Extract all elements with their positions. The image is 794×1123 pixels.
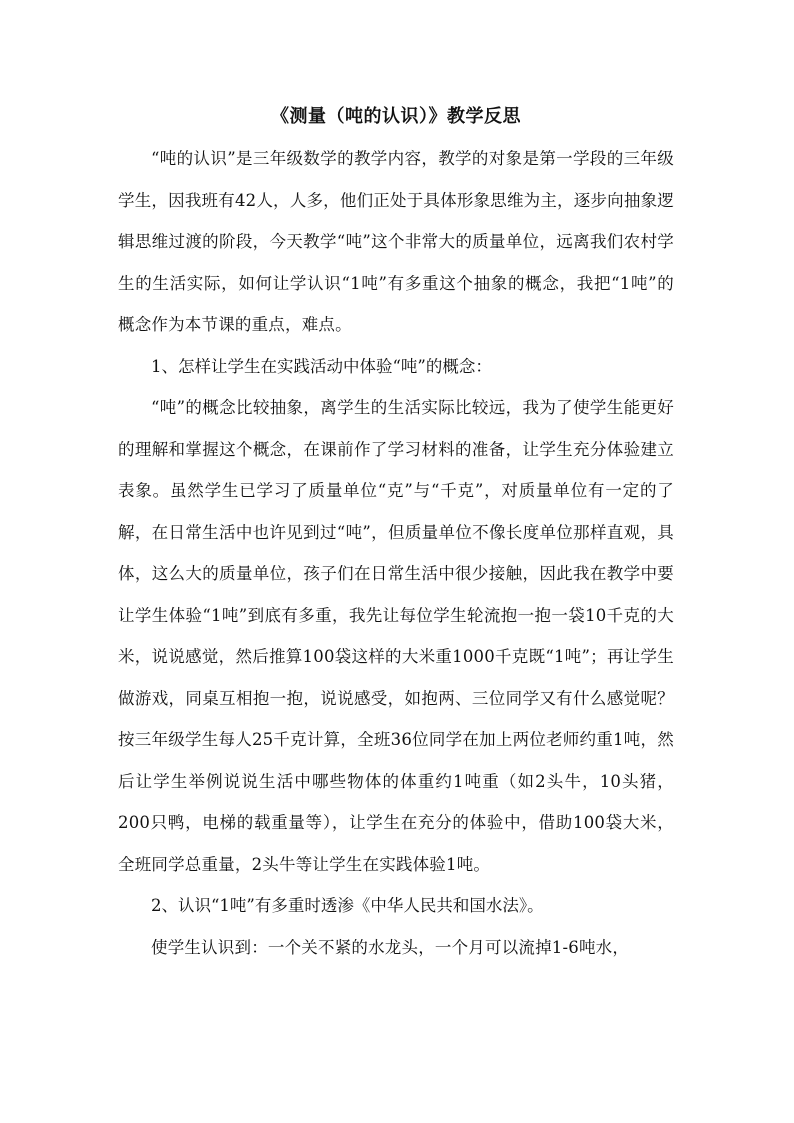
document-page [118, 100, 674, 968]
paragraph-section-1: “吨”的概念比较抽象，离学生的生活实际比较远，我为了使学生能更好的理解和掌握这个概念，在课前作了学习材料的准备，让学生充分体验建立表象。虽然学生已学习了质量单位“克”与“千克”，对质量单位有一定的了解，在日常生活中也许见到过“吨”，但质量单位不像长度单位那样直观，具体，这么大的质量单位，孩子们在日常生活中很少接触，因此我在教学中要让学生体验“1吨”到底有多重，我先让每位学生轮流抱一抱一袋10千克的大米，说说感觉，然后推算100袋这样的大米重1000千克既“1吨”；再让学生做游戏，同桌互相抱一抱，说说感受，如抱两、三位同学又有什么感觉呢？按三年级学生每人25千克计算，全班36位同学在加上两位老师约重1吨，然后让学生举例说说生活中哪些物体的体重约1吨重（如2头牛，10头猪，200只鸭，电梯的载重量等），让学生在充分的体验中，借助100袋大米，全班同学总重量，2头牛等让学生在实践体验1吨。 [118, 398, 674, 874]
section-heading-2: 2、认识“1吨”有多重时透渗《中华人民共和国水法》。 [151, 896, 544, 915]
section-heading-1: 1、怎样让学生在实践活动中体验“吨”的概念： [151, 356, 492, 376]
paragraph-intro: “吨的认识”是三年级数学的教学内容，教学的对象是第一学段的三年级学生，因我班有42人，人多，他们正处于具体形象思维为主，逐步向抽象逻辑思维过渡的阶段，今天教学“吨”这个非常大的质量单位，远离我们农村学生的生活实际，如何让学认识“1吨”有多重这个抽象的概念，我把“1吨”的概念作为本节课的重点，难点。 [118, 149, 674, 334]
paragraph-section-2: 使学生认识到：一个关不紧的水龙头，一个月可以流掉1-6吨水， [151, 937, 630, 957]
document-title: 《测量（吨的认识）》教学反思 [271, 106, 521, 127]
